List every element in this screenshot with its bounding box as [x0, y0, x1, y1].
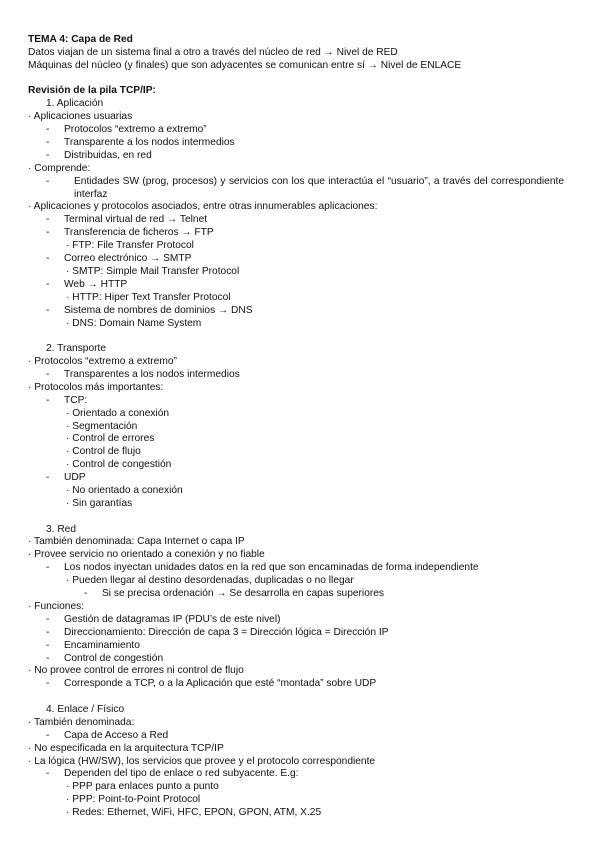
dash-item-text: Gestión de datagramas IP (PDU’s de este nivel): [64, 613, 281, 625]
dash-item-text: Encaminamiento: [64, 639, 140, 651]
dash-marker: -: [84, 588, 88, 600]
dash-item: [28, 305, 572, 318]
dash-item: [28, 730, 572, 743]
numbered-heading: 1. Aplicación: [46, 98, 104, 110]
bullet-line: · Aplicaciones y protocolos asociados, entre otras innumerables aplicaciones:: [28, 201, 378, 213]
dash-marker: -: [46, 278, 50, 290]
dash-marker: -: [46, 626, 50, 638]
document-title: TEMA 4: Capa de Red: [28, 34, 133, 45]
bullet-line: Datos viajan de un sistema final a otro a través del núcleo de red → Nivel de RED: [28, 46, 398, 58]
sub-bullet-line: · PPP para enlaces punto a punto: [66, 781, 219, 793]
dash-item: [28, 137, 572, 150]
bullet-line: · Aplicaciones usuarias: [28, 111, 133, 123]
dash-marker: -: [46, 253, 50, 265]
bullet-line: · Protocolos “extremo a extremo”: [28, 356, 177, 368]
numbered-heading: 2. Transporte: [46, 343, 107, 355]
dash-item-text: Transferencia de ficheros → FTP: [64, 227, 214, 239]
blank-line: [28, 691, 572, 704]
numbered-heading: 4. Enlace / Físico: [46, 703, 125, 715]
dash-marker: -: [46, 472, 50, 484]
dash-item: [28, 627, 572, 640]
document-page: [28, 34, 572, 820]
dash-marker: -: [46, 136, 50, 148]
dash-item-text: Capa de Acceso a Red: [64, 729, 169, 741]
dash-item: [28, 176, 572, 202]
sub-bullet-line: · DNS: Domain Name System: [66, 317, 202, 329]
dash-item-text: Distribuidas, en red: [64, 149, 152, 161]
dash-item: [28, 279, 572, 292]
dash-marker: -: [46, 149, 50, 161]
bullet-line: · Provee servicio no orientado a conexión y no fiable: [28, 549, 265, 561]
bullet-line: · Funciones:: [28, 600, 85, 612]
sub-bullet-line: · FTP: File Transfer Protocol: [66, 240, 194, 252]
bullet-line: · La lógica (HW/SW), los servicios que provee y el protocolo correspondiente: [28, 755, 376, 767]
dash-item-text: Correo electrónico → SMTP: [64, 253, 192, 265]
dash-marker: -: [46, 124, 50, 136]
dash-item-text: Web → HTTP: [64, 278, 128, 290]
bullet-line: · Comprende:: [28, 162, 91, 174]
dash-marker: -: [46, 562, 50, 574]
dash-marker: -: [46, 227, 50, 239]
sub-bullet-line: · Control de errores: [66, 433, 155, 445]
dash-item: [28, 472, 572, 485]
sub-bullet-line: · HTTP: Hiper Text Transfer Protocol: [66, 291, 231, 303]
dash-item: [28, 678, 572, 691]
sub-bullet-line: · No orientado a conexión: [66, 485, 183, 497]
bullet-line: · No provee control de errores ni control de flujo: [28, 665, 244, 677]
sub-bullet-line: · Segmentación: [66, 420, 138, 432]
sub-bullet-line: · Orientado a conexión: [66, 407, 170, 419]
dash-item: [28, 227, 572, 240]
bullet-line: · También denominada: Capa Internet o capa IP: [28, 536, 245, 548]
sub-bullet-line: · SMTP: Simple Mail Transfer Protocol: [66, 266, 240, 277]
dash-item: [28, 640, 572, 653]
blank-line: [28, 511, 572, 524]
bullet-line: · No especificada en la arquitectura TCP/IP: [28, 742, 224, 754]
dash-item-text: TCP:: [64, 394, 88, 406]
dash-marker: -: [46, 639, 50, 651]
dash-item: [28, 768, 572, 781]
sub-bullet-line: · PPP: Point-to-Point Protocol: [66, 794, 201, 806]
section-heading: Revisión de la pila TCP/IP:: [28, 85, 156, 97]
dash-item: [28, 395, 572, 408]
dash-item: [28, 150, 572, 163]
sub-bullet-line: · Control de flujo: [66, 446, 141, 458]
dash-item: [28, 562, 572, 575]
bullet-line: · Protocolos más importantes:: [28, 381, 164, 393]
sub-bullet-line: · Pueden llegar al destino desordenadas, duplicadas o no llegar: [66, 575, 354, 587]
dash-item: [28, 253, 572, 266]
dash-subitem-text: Si se precisa ordenación → Se desarrolla en capas superiores: [102, 588, 385, 600]
dash-item-text: Corresponde a TCP, o a la Aplicación que esté “montada” sobre UDP: [64, 678, 377, 690]
sub-bullet-line: · Redes: Ethernet, WiFi, HFC, EPON, GPON, ATM, X.25: [66, 807, 322, 819]
numbered-heading: 3. Red: [46, 523, 77, 535]
bullet-line: Máquinas del núcleo (y finales) que son adyacentes se comunican entre sí → Nivel de ENLACE: [28, 59, 462, 71]
dash-item-text: Dependen del tipo de enlace o red subyacente. E.g:: [64, 768, 299, 780]
dash-item-text: Terminal virtual de red → Telnet: [64, 214, 208, 226]
dash-item-text: Entidades SW (prog, procesos) y servicios con los que interactúa el “usuario”, a través del correspondiente interfaz: [74, 175, 564, 200]
bullet-line: · También denominada:: [28, 716, 135, 728]
dash-marker: -: [46, 394, 50, 406]
dash-marker: -: [46, 214, 50, 226]
dash-marker: -: [46, 678, 50, 690]
dash-item-text: Protocolos “extremo a extremo”: [64, 124, 207, 136]
dash-item: [28, 653, 572, 666]
dash-marker: -: [46, 613, 50, 625]
dash-item-text: Transparente a los nodos intermedios: [64, 136, 235, 148]
dash-marker: -: [46, 304, 50, 316]
dash-item: [28, 369, 572, 382]
sub-bullet-line: · Control de congestión: [66, 459, 172, 471]
dash-subitem: [28, 588, 572, 601]
dash-marker: -: [46, 175, 50, 187]
sub-bullet-line: · Sin garantías: [66, 498, 133, 509]
dash-marker: -: [46, 729, 50, 741]
dash-marker: -: [46, 368, 50, 380]
dash-item-text: Transparentes a los nodos intermedios: [64, 368, 240, 380]
dash-marker: -: [46, 652, 50, 664]
dash-item-text: UDP: [64, 472, 86, 484]
dash-item-text: Sistema de nombres de dominios → DNS: [64, 304, 253, 316]
dash-item-text: Control de congestión: [64, 652, 164, 664]
dash-item-text: Direccionamiento: Dirección de capa 3 = Dirección lógica = Dirección IP: [64, 626, 389, 638]
dash-marker: -: [46, 768, 50, 780]
dash-item: [28, 614, 572, 627]
dash-item: [28, 124, 572, 137]
blank-line: [28, 73, 572, 86]
blank-line: [28, 331, 572, 344]
dash-item: [28, 214, 572, 227]
dash-item-text: Los nodos inyectan unidades datos en la red que son encaminadas de forma independiente: [64, 562, 479, 574]
